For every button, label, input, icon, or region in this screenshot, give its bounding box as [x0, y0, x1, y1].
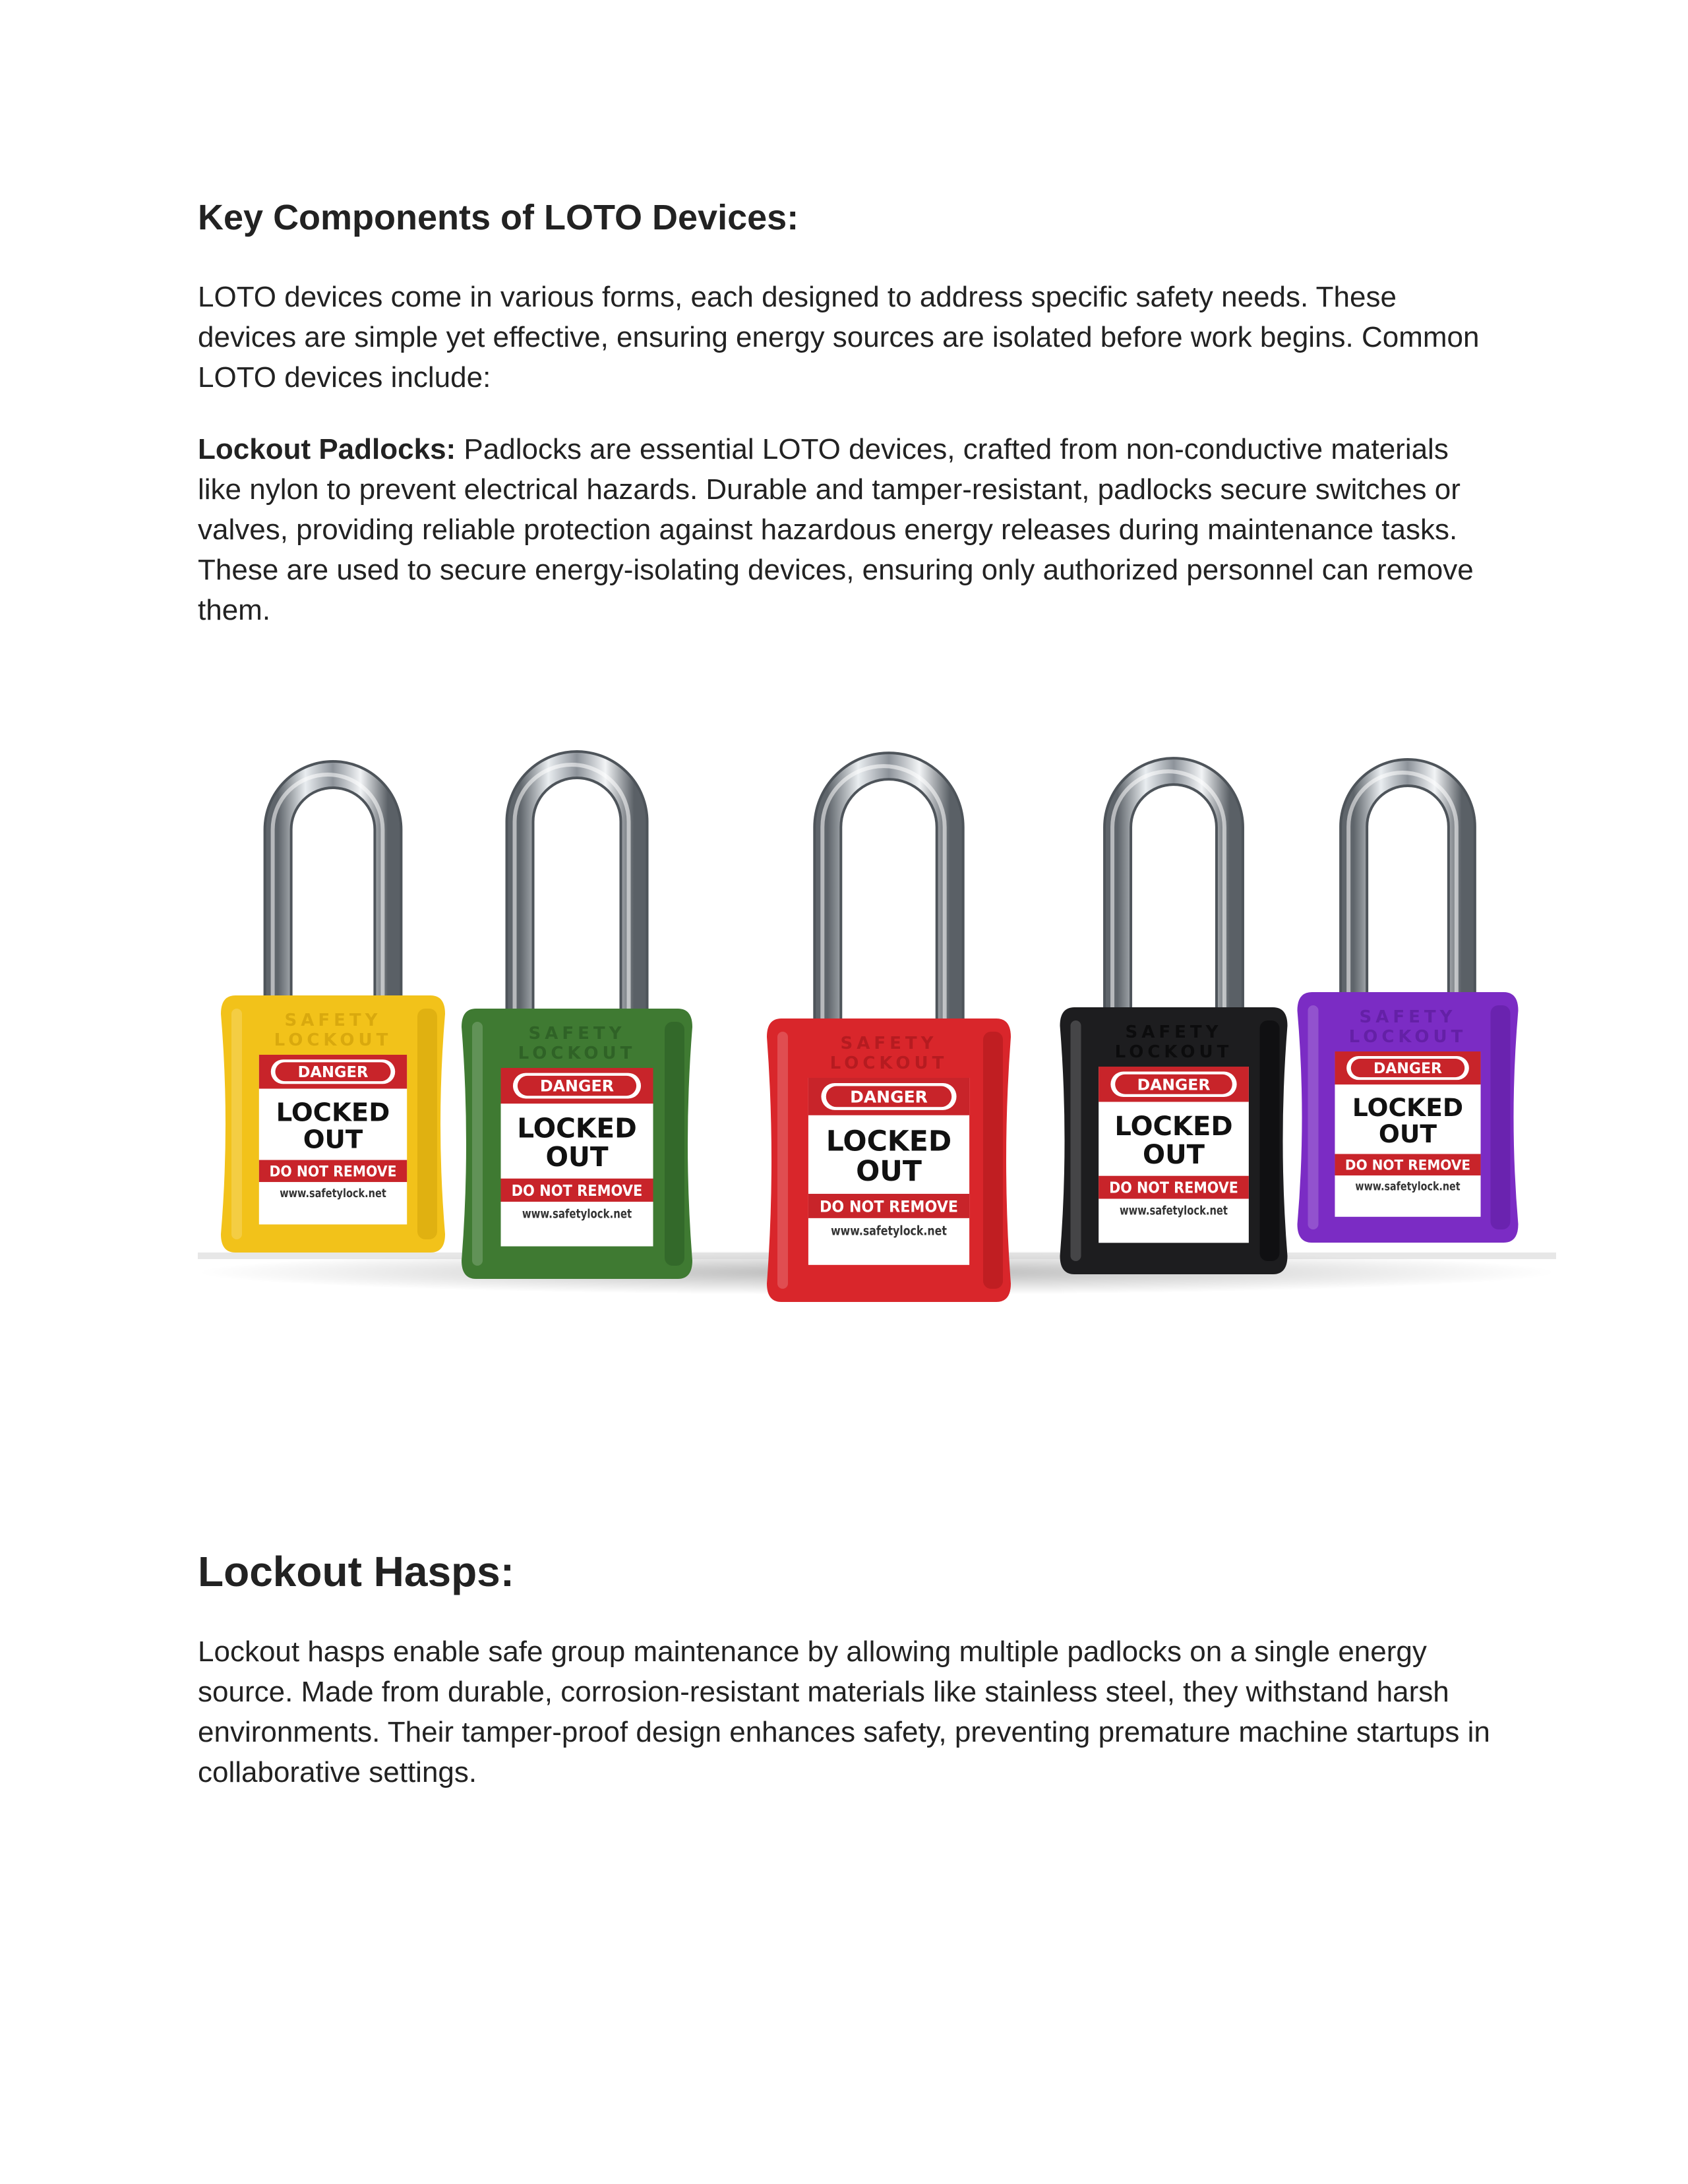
- tag-url-text: www.safetylock.net: [1120, 1204, 1228, 1218]
- shackle: [1354, 773, 1462, 1005]
- padlock-red: [767, 766, 1011, 1302]
- shackle-outline: [828, 766, 950, 1032]
- body-side-shade: [1491, 1005, 1511, 1229]
- body-side-shade: [1260, 1020, 1280, 1261]
- tag-warning-text: DO NOT REMOVE: [1109, 1179, 1238, 1197]
- tag-warning-text: DO NOT REMOVE: [269, 1164, 397, 1181]
- tag-danger-text: DANGER: [1373, 1061, 1443, 1078]
- body-side-shade: [983, 1032, 1003, 1289]
- tag-url-text: www.safetylock.net: [522, 1206, 632, 1222]
- intro-paragraph: LOTO devices come in various forms, each designed to address specific safety needs. These devices are simple yet effective, ensuring energy sources are isolated before work begins. Common LOTO devices include:: [198, 281, 1480, 394]
- shackle-outline: [1118, 771, 1230, 1020]
- padlocks-paragraph: [198, 429, 1490, 630]
- tag-danger-text: DANGER: [850, 1087, 928, 1107]
- danger-tag: [1099, 1067, 1249, 1243]
- section-heading-key-components: Key Components of LOTO Devices:: [198, 198, 799, 237]
- hasps-paragraph: Lockout hasps enable safe group maintenance by allowing multiple padlocks on a single energy source. Made from durable, corrosion-resistant materials like stainless steel, they withstand harsh environments. Their tamper-proof design enhances safety, preventing premature machine startups in collaborative settings.: [198, 1636, 1490, 1788]
- padlocks-photo: [198, 745, 1556, 1338]
- embossed-lockout-text: LOCKOUT: [518, 1044, 636, 1063]
- embossed-safety-text: SAFETY: [1359, 1007, 1457, 1027]
- body-highlight: [1071, 1020, 1081, 1261]
- body-highlight: [1308, 1005, 1319, 1229]
- tag-out-text: OUT: [303, 1125, 363, 1155]
- padlock-yellow: [221, 775, 445, 1253]
- tag-danger-text: DANGER: [297, 1063, 369, 1081]
- tag-locked-text: LOCKED: [1352, 1092, 1464, 1122]
- embossed-safety-text: SAFETY: [284, 1011, 382, 1030]
- body-side-shade: [417, 1009, 437, 1239]
- shackle: [278, 775, 388, 1009]
- danger-tag: [1335, 1051, 1480, 1217]
- embossed-safety-text: SAFETY: [840, 1034, 938, 1053]
- tag-danger-text: DANGER: [1137, 1075, 1211, 1094]
- body-side-shade: [665, 1022, 684, 1266]
- embossed-lockout-text: LOCKOUT: [274, 1030, 392, 1050]
- tag-locked-text: LOCKED: [826, 1125, 952, 1158]
- padlocks-illustration: [198, 745, 1556, 1338]
- tag-locked-text: LOCKED: [517, 1112, 637, 1144]
- tag-warning-text: DO NOT REMOVE: [819, 1196, 959, 1216]
- tag-url-text: www.safetylock.net: [831, 1223, 948, 1239]
- tag-locked-text: LOCKED: [1114, 1111, 1233, 1142]
- tag-out-text: OUT: [1143, 1140, 1205, 1171]
- padlock-group: [221, 765, 1519, 1302]
- tag-out-text: OUT: [856, 1155, 922, 1189]
- embossed-lockout-text: LOCKOUT: [1114, 1042, 1233, 1062]
- body-highlight: [472, 1022, 483, 1266]
- padlocks-lead-label: Lockout Padlocks:: [198, 433, 456, 465]
- body-highlight: [231, 1009, 242, 1239]
- padlock-black: [1060, 771, 1288, 1274]
- tag-out-text: OUT: [545, 1140, 609, 1173]
- padlock-purple: [1298, 773, 1519, 1243]
- tag-out-text: OUT: [1378, 1119, 1437, 1148]
- tag-danger-text: DANGER: [539, 1077, 615, 1096]
- tag-locked-text: LOCKED: [276, 1098, 390, 1128]
- embossed-lockout-text: LOCKOUT: [829, 1053, 948, 1073]
- danger-tag: [259, 1055, 407, 1224]
- danger-tag: [501, 1068, 653, 1247]
- padlocks-description: Padlocks are essential LOTO devices, crafted from non-conductive materials like nylon to prevent electrical hazards. Durable and tamper-resistant, padlocks secure switches or valves, providing reliable protection against hazardous energy releases during maintenance tasks. These are used to secure energy-isolating devices, ensuring only authorized personnel can remove them.: [198, 433, 1474, 626]
- danger-tag: [808, 1078, 969, 1265]
- shackle-outline: [520, 765, 634, 1022]
- tag-url-text: www.safetylock.net: [280, 1187, 387, 1201]
- embossed-safety-text: SAFETY: [1125, 1022, 1222, 1042]
- tag-warning-text: DO NOT REMOVE: [511, 1181, 643, 1200]
- section-heading-lockout-hasps: Lockout Hasps:: [198, 1548, 515, 1595]
- tag-warning-text: DO NOT REMOVE: [1344, 1157, 1471, 1174]
- body-highlight: [777, 1032, 788, 1289]
- tag-url-text: www.safetylock.net: [1355, 1180, 1461, 1194]
- embossed-lockout-text: LOCKOUT: [1348, 1027, 1467, 1047]
- embossed-safety-text: SAFETY: [528, 1024, 626, 1044]
- padlock-green: [462, 765, 692, 1279]
